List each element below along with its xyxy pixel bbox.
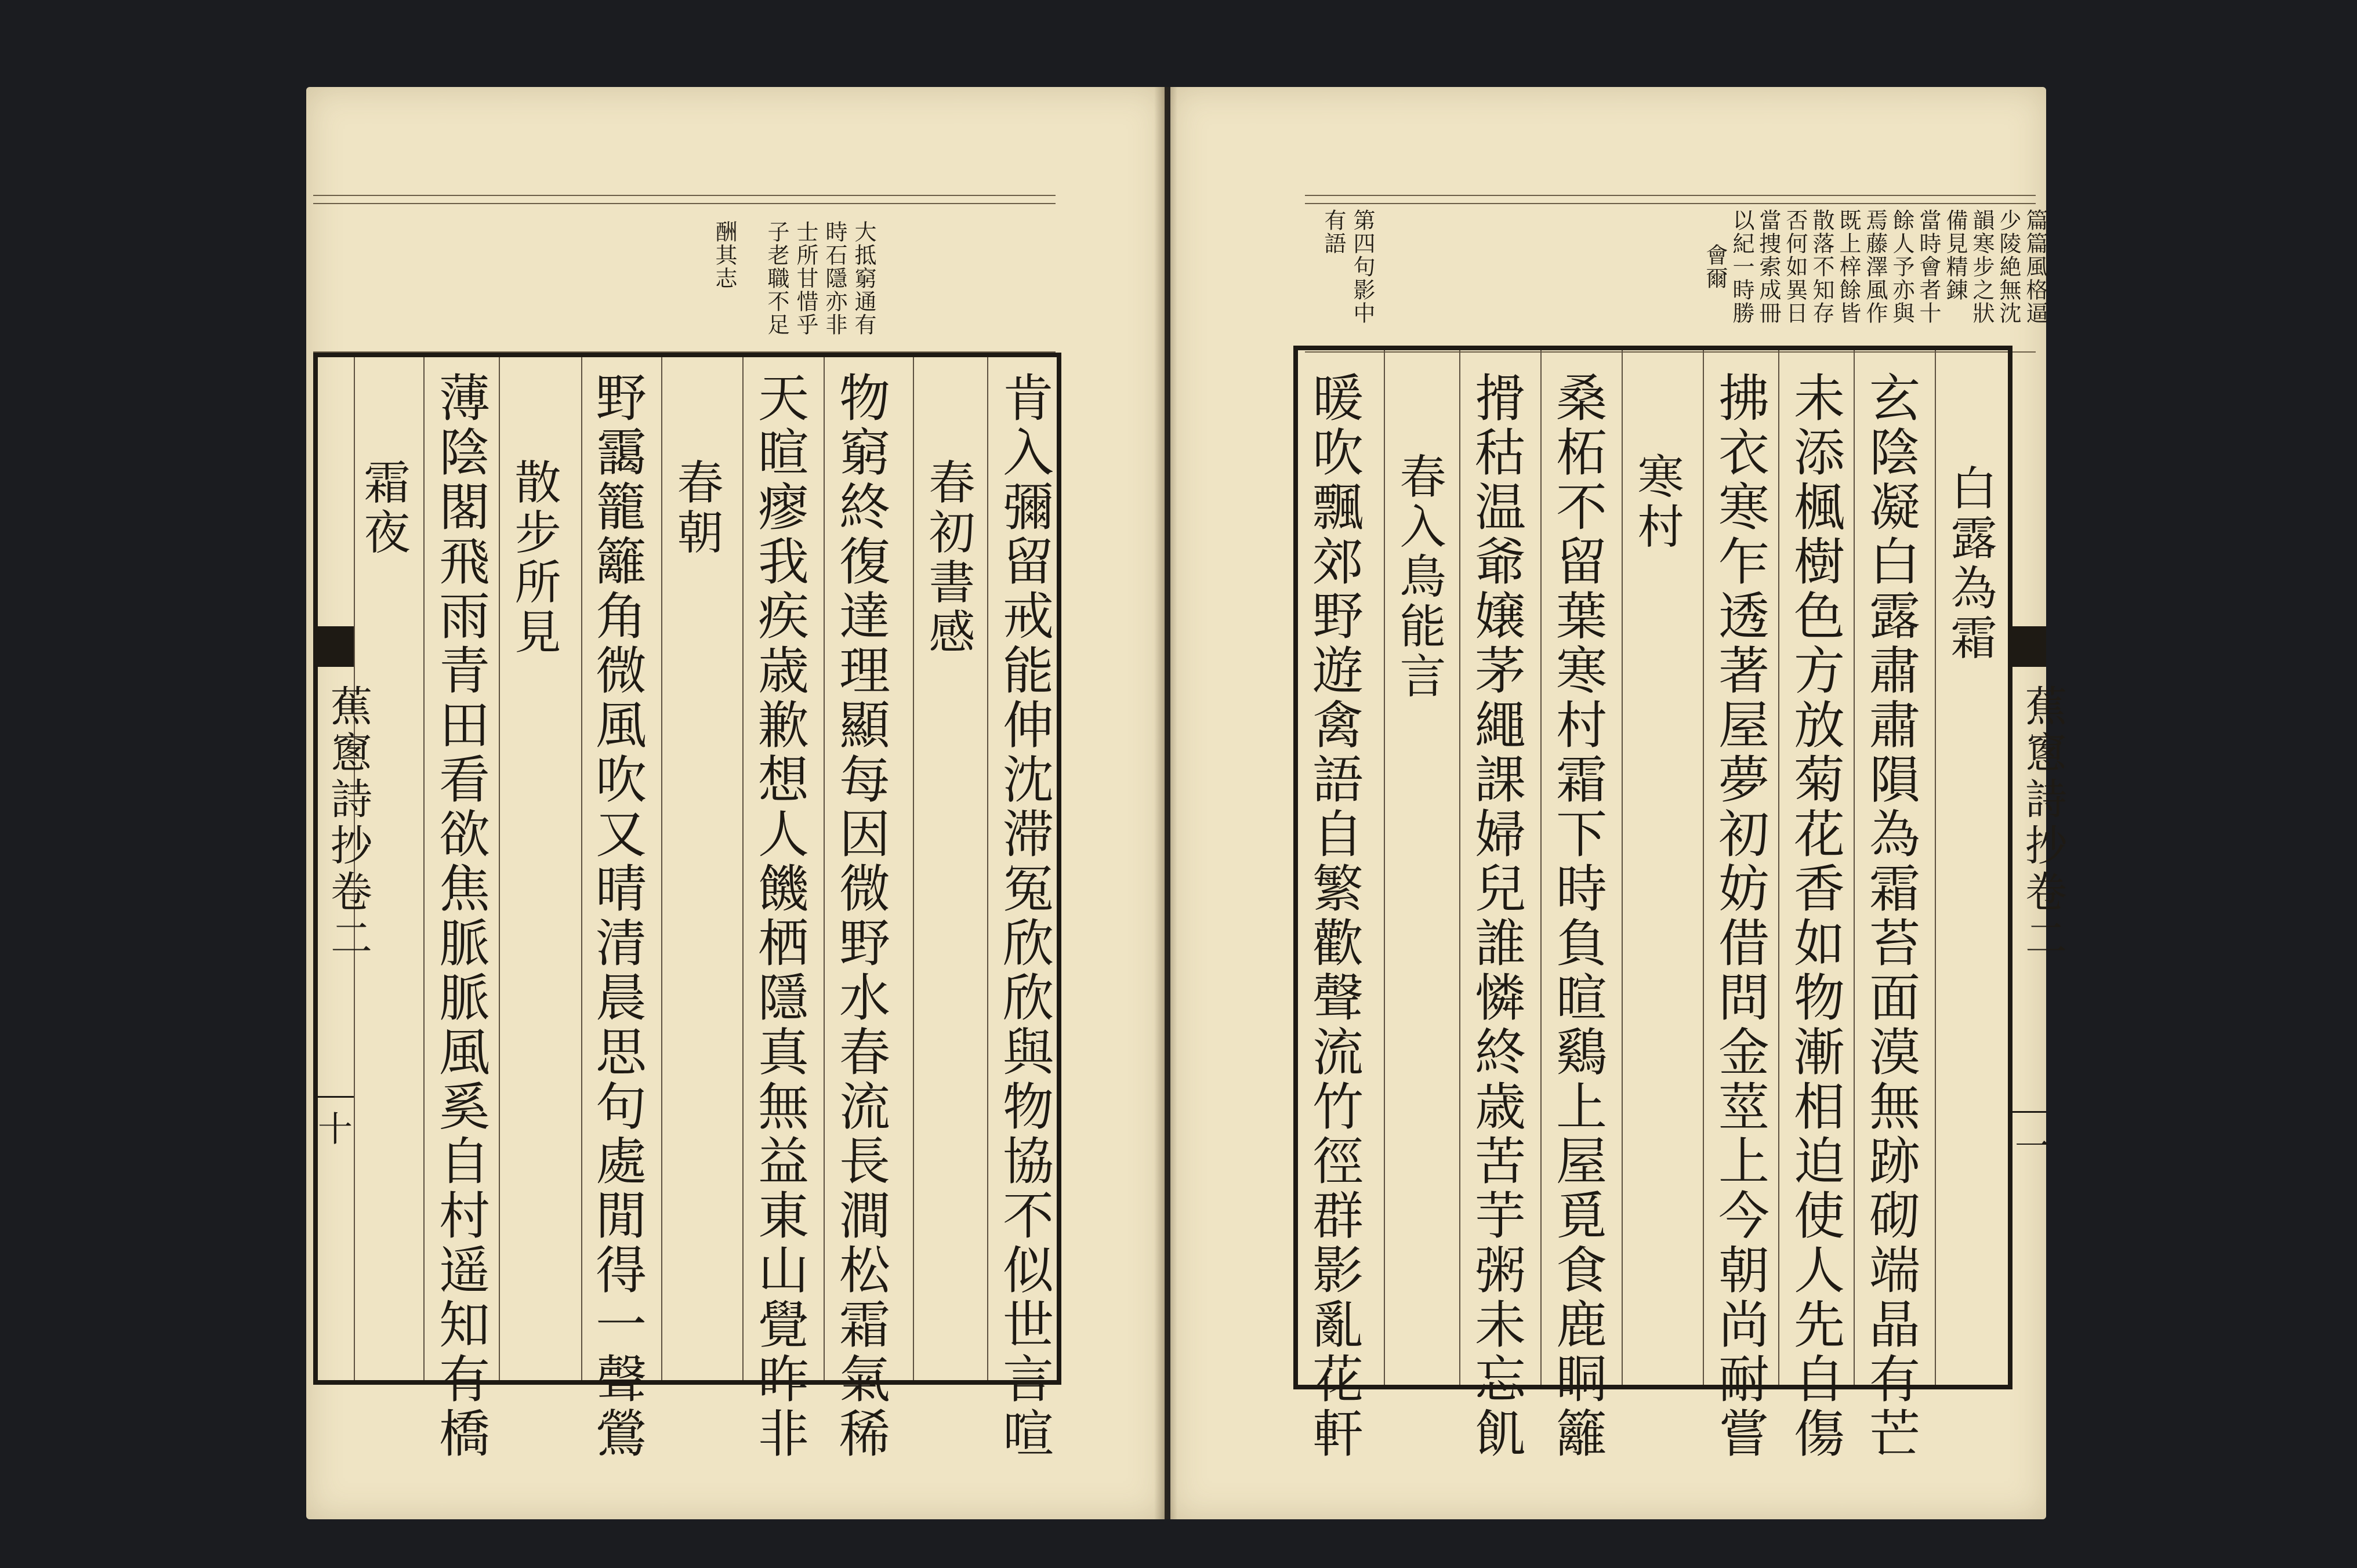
folio-rule xyxy=(313,1096,354,1098)
column-rule xyxy=(1935,350,1936,1385)
column-rule xyxy=(499,357,500,1380)
spine-label-right: 蕉窻詩抄卷二 xyxy=(2018,684,2067,963)
head-note-r3: 韻寒步之狀 xyxy=(1969,209,1995,325)
column-rule xyxy=(661,357,662,1380)
spine-label: 蕉窻詩抄卷二 xyxy=(324,684,372,963)
head-note-r10: 否何如異日 xyxy=(1782,209,1808,325)
poem-title-4: 霜夜 xyxy=(356,458,410,558)
head-note-r11: 當捜索成冊 xyxy=(1756,209,1781,325)
left-upper-rule xyxy=(313,195,1056,196)
head-note-3: 士所甘惜乎 xyxy=(793,220,818,336)
column-rule xyxy=(1384,350,1385,1385)
right-upper-rule xyxy=(1305,195,2036,196)
head-note-side-2: 有語 xyxy=(1321,209,1346,255)
column-rule xyxy=(1622,350,1623,1385)
right-upper-rule-2 xyxy=(1305,203,2036,204)
folio-number: 十 xyxy=(318,1109,353,1150)
book-gutter xyxy=(1154,87,1177,1519)
text-column-4: 天暄瘳我疾歳歉想人饑栖隱真無益東山覺昨非 xyxy=(750,371,810,1461)
head-note-r5: 當時會者十 xyxy=(1916,209,1941,325)
head-note-r13: 會爾 xyxy=(1702,244,1728,290)
text-column-r6: 桑柘不留葉寒村霜下時負暄鷄上屋覓食鹿眮籬 xyxy=(1548,371,1608,1461)
head-note-4: 子老職不足 xyxy=(764,220,789,336)
poem-title-r5: 寒村 xyxy=(1630,452,1684,552)
head-note-1: 大抵窮通有 xyxy=(851,220,876,336)
head-note-side-1: 第四句影中 xyxy=(1350,209,1375,325)
head-note-2: 時石隱亦非 xyxy=(822,220,847,336)
poem-title-r1: 白露為霜 xyxy=(1943,464,1997,663)
column-rule xyxy=(581,357,582,1380)
head-note-r9: 散落不知存 xyxy=(1809,209,1834,325)
text-column-r7: 搰秙温爺嬢茅繩課婦兒誰憐終歳苦芋粥未忘飢 xyxy=(1467,371,1526,1461)
text-column-6: 野靄籠籬角微風吹又晴清晨思句處閒得一聲鶯 xyxy=(588,371,647,1461)
column-rule xyxy=(824,357,825,1380)
text-column-1: 肯入彌留戒能伸沈滞冤欣欣與物協不似世言喧 xyxy=(995,371,1054,1461)
poem-title-1: 春初書感 xyxy=(921,458,975,658)
text-column-r4: 拂衣寒乍透著屋夢初妨借問金莖上今朝尚耐嘗 xyxy=(1710,371,1770,1461)
column-rule xyxy=(1540,350,1542,1385)
column-rule xyxy=(1778,350,1779,1385)
spine-fishtail-mark xyxy=(2012,626,2046,667)
text-column-r2: 玄陰凝白露肅肅隕為霜苔面漠無跡砌端晶有芒 xyxy=(1861,371,1921,1461)
head-note-r12: 以紀一時勝 xyxy=(1729,209,1754,325)
spine-fishtail-mark xyxy=(313,626,354,667)
head-note-r1: 篇篇風格逼 xyxy=(2022,209,2048,325)
head-note-r2: 少陵絶無沈 xyxy=(1996,209,2021,325)
poem-title-r8: 春入鳥能言 xyxy=(1392,452,1446,702)
text-column-r3: 未添楓樹色方放菊花香如物漸相迫使人先自傷 xyxy=(1786,371,1845,1461)
left-upper-rule-2 xyxy=(313,203,1056,204)
text-column-8: 薄陰閣飛雨青田看欲焦脈脈風奚自村遥知有橋 xyxy=(431,371,491,1461)
column-rule xyxy=(742,357,744,1380)
text-column-3: 物窮終復達理顯每因微野水春流長澗松霜氣稀 xyxy=(831,371,891,1461)
column-rule xyxy=(1459,350,1460,1385)
head-note-r7: 焉藤澤風作 xyxy=(1862,209,1888,325)
column-rule xyxy=(423,357,425,1380)
head-note-5: 酬其志 xyxy=(712,220,737,290)
head-note-r4: 備見精錬 xyxy=(1942,209,1968,302)
folio-rule-right xyxy=(2012,1111,2046,1113)
poem-title-3: 散步所見 xyxy=(507,458,561,658)
head-note-r6: 餘人予亦與 xyxy=(1889,209,1914,325)
head-note-r8: 既上梓餘皆 xyxy=(1836,209,1861,325)
column-rule xyxy=(1703,350,1704,1385)
text-column-r9: 暖吹飄郊野遊禽語自繁歡聲流竹徑群影亂花軒 xyxy=(1304,371,1364,1461)
column-rule xyxy=(987,357,988,1380)
folio-number-right: 一 xyxy=(2015,1127,2050,1167)
column-rule xyxy=(1854,350,1855,1385)
column-rule xyxy=(913,357,914,1380)
poem-title-2: 春朝 xyxy=(669,458,723,558)
